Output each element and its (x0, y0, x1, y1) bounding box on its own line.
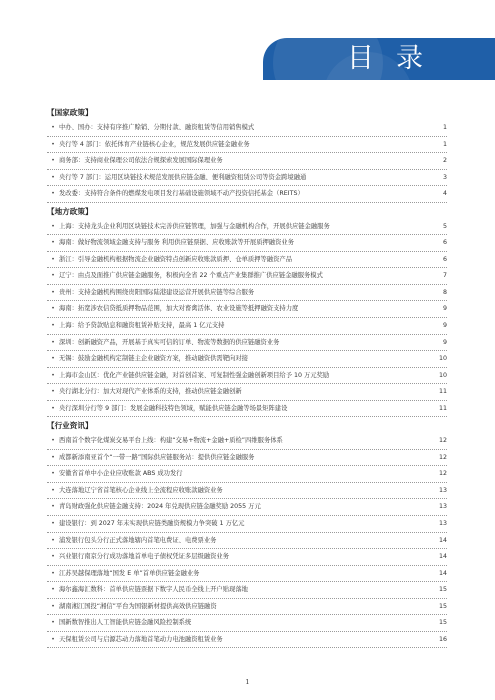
toc-entry-title: 央行等 4 部门：依托体育产业链核心企业，规范发展供应链金融业务 (59, 140, 250, 148)
toc-entry-page: 15 (438, 602, 447, 610)
toc-entry-title: 海南：做好物流领域金融支持与服务 利用供应链票据、应收账款等开展质押融资业务 (59, 239, 294, 247)
bullet-icon: • (51, 288, 55, 296)
bullet-icon: • (51, 635, 55, 643)
toc-entry-page: 13 (438, 520, 447, 528)
toc-entry-title: 上海：给予贷款贴息和融资租赁补贴支持，最高 1 亿元支持 (59, 322, 225, 330)
toc-entry-page: 8 (442, 288, 447, 296)
toc-entry-title: 辽宁：由点及面推广供应链金融服务，积极向全省 22 个重点产业集群推广供应链金融服务模式 (59, 272, 323, 280)
toc-entry-page: 9 (442, 338, 447, 346)
bullet-icon: • (51, 619, 55, 627)
toc-entry[interactable] (47, 285, 447, 302)
toc-entry[interactable] (47, 368, 447, 385)
bullet-icon: • (51, 173, 55, 181)
bullet-icon: • (51, 190, 55, 198)
toc-entry-title: 央行深圳分行等 9 部门：发展金融科技特色领域，赋能供应链金融等场景矩阵建设 (59, 404, 288, 412)
bullet-icon: • (51, 140, 55, 148)
page-number: 1 (245, 678, 250, 686)
bullet-icon: • (51, 239, 55, 247)
toc-entry[interactable] (47, 615, 447, 632)
toc-entry-page: 10 (438, 371, 447, 379)
bullet-icon: • (51, 355, 55, 363)
section-heading: 【行业资讯】 (47, 421, 93, 431)
toc-entry[interactable] (47, 466, 447, 483)
toc-entry-title: 海南：拓宽涉农信贷抵质押物品范围，加大对畜禽活体、农业设施等抵押融资支持力度 (59, 305, 299, 313)
toc-entry[interactable] (47, 401, 447, 418)
toc-entry[interactable] (47, 582, 447, 599)
toc-entry-page: 4 (442, 190, 447, 198)
toc-entry-page: 13 (438, 503, 447, 511)
toc-entry-page: 15 (438, 619, 447, 627)
toc-entry-title: 江苏吴越保理落地“国发 E 单”首单供应链金融业务 (59, 569, 200, 577)
bullet-icon: • (51, 437, 55, 445)
toc-entry-title: 建设银行：到 2027 年末实现供应链类融资规模力争突破 1 万亿元 (59, 520, 245, 528)
bullet-icon: • (51, 255, 55, 263)
toc-entry-title: 商务部：支持商业保理公司依法合规探索发展国际保理业务 (59, 157, 223, 165)
toc-entry-title: 发改委：支持符合条件的燃煤发电项目发行基础设施领域不动产投资信托基金（REITS） (59, 190, 304, 198)
toc-entry-title: 央行等 7 部门：运用区块链技术规范发展供应链金融、便利融资租赁公司等资金跨境融通 (59, 173, 307, 181)
page-title: 目录 (347, 43, 445, 74)
toc-entry[interactable] (47, 186, 447, 203)
toc-entry-page: 9 (442, 322, 447, 330)
toc-entry[interactable] (47, 533, 447, 550)
toc-entry-title: 成都新添南亚首个“一带一路”国际供应链服务站：提供供应链金融服务 (59, 453, 255, 461)
toc-entry[interactable] (47, 599, 447, 616)
toc-entry-title: 上海：支持龙头企业利用区块链技术完善供应链管理，加强与金融机构合作，开展供应链金融服务 (59, 222, 330, 230)
toc-entry-title: 无锡：鼓励金融机构定制链主企业融资方案，推动融资供需靶向对接 (59, 355, 248, 363)
toc-entry-title: 大连落地辽宁省首笔核心企业线上全流程应收账款融资业务 (59, 486, 223, 494)
toc-entry-page: 11 (438, 404, 447, 412)
toc-entry-page: 16 (438, 635, 447, 643)
bullet-icon: • (51, 486, 55, 494)
toc-entry[interactable] (47, 252, 447, 269)
toc-entry[interactable] (47, 351, 447, 368)
bullet-icon: • (51, 272, 55, 280)
toc-entry-page: 12 (438, 437, 447, 445)
toc-entry[interactable] (47, 219, 447, 236)
bullet-icon: • (51, 157, 55, 165)
toc-entry[interactable] (47, 301, 447, 318)
toc-entry[interactable] (47, 235, 447, 252)
toc-entry[interactable] (47, 632, 447, 649)
toc-entry[interactable] (47, 384, 447, 401)
bullet-icon: • (51, 520, 55, 528)
toc-entry-title: 中办、国办：支持有序推广赊销、分期付款、融资租赁等信用销售模式 (59, 124, 255, 131)
toc-entry-page: 15 (438, 586, 447, 594)
bullet-icon: • (51, 404, 55, 412)
toc-entry-page: 5 (442, 222, 447, 230)
bullet-icon: • (51, 553, 55, 561)
toc-entry-page: 9 (442, 305, 447, 313)
bullet-icon: • (51, 453, 55, 461)
toc-entry-title: 浦发银行包头分行正式落地辖内首笔电费证、电费票业务 (59, 536, 217, 544)
section-heading: 【地方政策】 (47, 206, 93, 216)
table-of-contents (47, 104, 447, 648)
bullet-icon: • (51, 586, 55, 594)
toc-entry-page: 10 (438, 355, 447, 363)
bullet-icon: • (51, 503, 55, 511)
toc-entry[interactable] (47, 153, 447, 170)
bullet-icon: • (51, 536, 55, 544)
toc-entry[interactable] (47, 549, 447, 566)
toc-entry-page: 1 (442, 140, 447, 148)
toc-entry-title: 西南首个数字化煤炭交易平台上线：构建“交易+物流+金融+质检”四维服务体系 (59, 437, 283, 445)
bullet-icon: • (51, 124, 55, 131)
toc-entry-title: 贵州：支持金融机构围绕贵阳国际陆港建设运营开展供应链等综合服务 (59, 288, 255, 296)
toc-entry[interactable] (47, 120, 447, 137)
bullet-icon: • (51, 371, 55, 379)
toc-entry-title: 上海市金山区：优化产业链供应链金融，对首创首案、可复制性强金融创新项目给予 10 万元奖励 (59, 371, 330, 379)
toc-entry[interactable] (47, 433, 447, 450)
toc-entry[interactable] (47, 170, 447, 187)
toc-entry-page: 12 (438, 453, 447, 461)
toc-entry[interactable] (47, 499, 447, 516)
toc-entry-title: 安徽省首单中小企业应收账款 ABS 成功发行 (59, 470, 183, 478)
toc-entry-page: 14 (438, 536, 447, 544)
toc-entry-title: 国新数智推出人工智能供应链金融风险控制系统 (59, 619, 192, 627)
toc-entry[interactable] (47, 516, 447, 533)
toc-entry-page: 11 (438, 388, 447, 396)
bullet-icon: • (51, 569, 55, 577)
bullet-icon: • (51, 338, 55, 346)
toc-entry-title: 兴业银行南京分行成功落地首单电子债权凭证多层级融资业务 (59, 553, 230, 561)
toc-entry-title: 央行湖北分行：加大对现代产业体系的支持，推动供应链金融创新 (59, 388, 242, 396)
toc-entry[interactable] (47, 483, 447, 500)
bullet-icon: • (51, 388, 55, 396)
toc-entry-page: 14 (438, 553, 447, 561)
bullet-icon: • (51, 470, 55, 478)
toc-entry-title: 海尔鑫海汇数科：首单供应链票据下数字人民币全线上开户贴现落地 (59, 586, 248, 594)
toc-entry-title: 湖南湘江国投“湘信”平台为国银新材提供高效供应链融资 (59, 602, 217, 610)
toc-entry[interactable] (47, 318, 447, 335)
bullet-icon: • (51, 322, 55, 330)
toc-entry[interactable] (47, 566, 447, 583)
toc-entry-page: 12 (438, 470, 447, 478)
toc-entry-title: 浙江：引导金融机构根据物流企业融资特点创新应收账款质押、仓单质押等融资产品 (59, 255, 292, 263)
toc-entry-page: 3 (442, 173, 447, 181)
toc-entry-page: 13 (438, 486, 447, 494)
toc-entry[interactable] (47, 137, 447, 154)
section-heading: 【国家政策】 (47, 108, 93, 117)
toc-entry-title: 青岛财政强化供应链金融支持：2024 年兑现供应链金融奖励 2055 万元 (59, 503, 261, 511)
title-banner (263, 38, 495, 80)
toc-entry-page: 6 (442, 255, 447, 263)
toc-entry-page: 6 (442, 239, 447, 247)
toc-entry-page: 1 (442, 124, 447, 131)
toc-entry[interactable] (47, 450, 447, 467)
toc-entry[interactable] (47, 268, 447, 285)
toc-entry-title: 天保租赁公司与启源芯动力落地首笔动力电池融资租赁业务 (59, 635, 223, 643)
toc-entry-page: 14 (438, 569, 447, 577)
bullet-icon: • (51, 305, 55, 313)
bullet-icon: • (51, 602, 55, 610)
toc-entry-title: 深圳：创新融资产品，开展基于真实可信的订单、物流等数据的供应链融资业务 (59, 338, 280, 346)
toc-entry[interactable] (47, 335, 447, 352)
toc-entry-page: 2 (442, 157, 447, 165)
toc-entry-page: 7 (442, 272, 447, 280)
bullet-icon: • (51, 222, 55, 230)
